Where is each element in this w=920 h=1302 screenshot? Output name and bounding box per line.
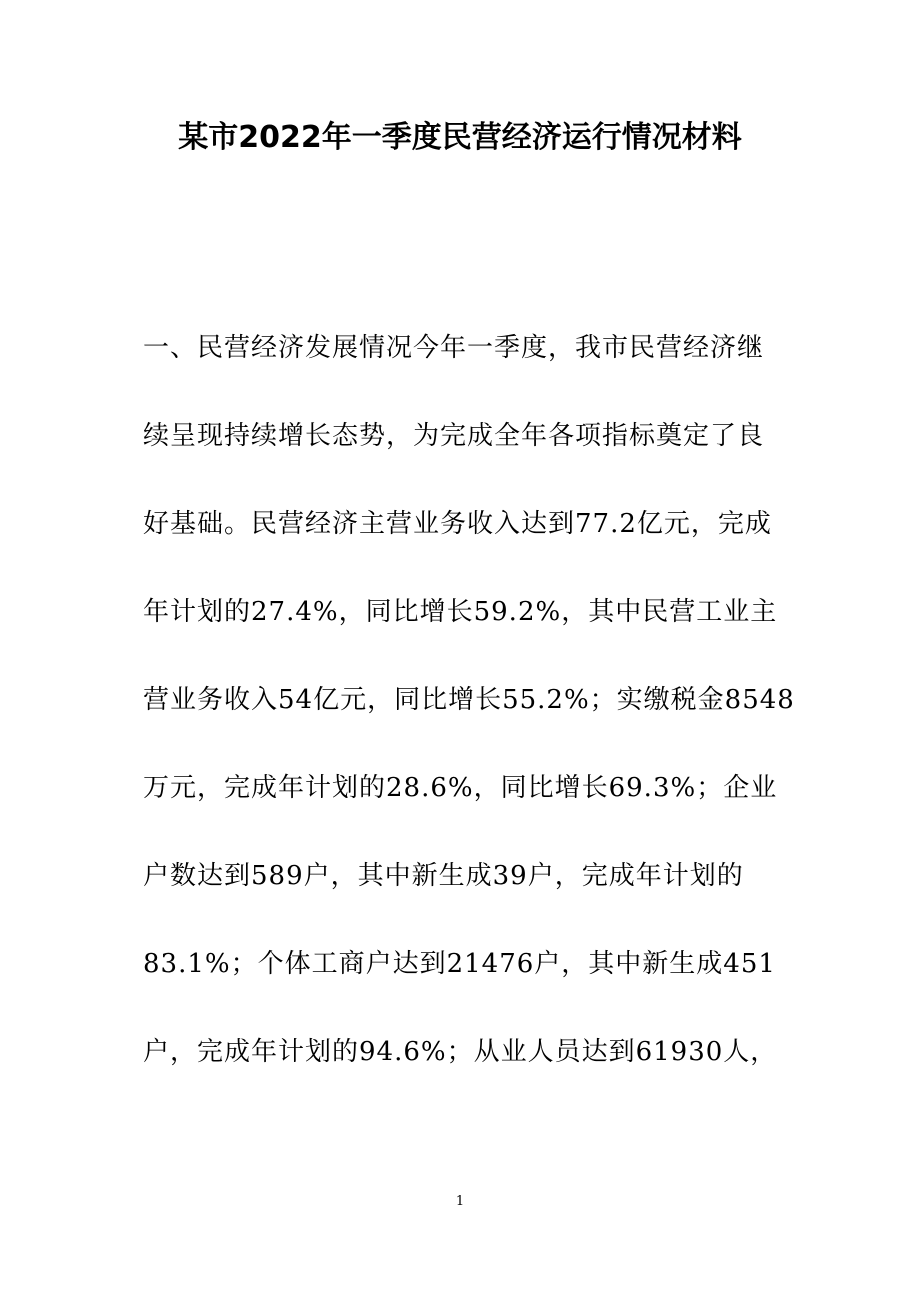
body-line: 户，完成年计划的94.6%；从业人员达到61930人， xyxy=(143,1037,778,1067)
document-title: 某市2022年一季度民营经济运行情况材料 xyxy=(178,120,742,155)
body-line: 一、民营经济发展情况今年一季度，我市民营经济继 xyxy=(143,333,765,363)
body-line: 营业务收入54亿元，同比增长55.2%；实缴税金8548 xyxy=(143,685,795,715)
body-line: 好基础。民营经济主营业务收入达到77.2亿元，完成 xyxy=(143,509,772,539)
document-body xyxy=(143,326,795,1118)
body-line: 年计划的27.4%，同比增长59.2%，其中民营工业主 xyxy=(143,597,778,627)
body-line: 续呈现持续增长态势，为完成全年各项指标奠定了良 xyxy=(143,421,765,451)
body-line: 万元，完成年计划的28.6%，同比增长69.3%；企业 xyxy=(143,773,778,803)
body-line: 83.1%；个体工商户达到21476户，其中新生成451 xyxy=(143,949,776,979)
body-line: 户数达到589户，其中新生成39户，完成年计划的 xyxy=(143,861,744,891)
page-number: 1 xyxy=(455,1194,465,1209)
